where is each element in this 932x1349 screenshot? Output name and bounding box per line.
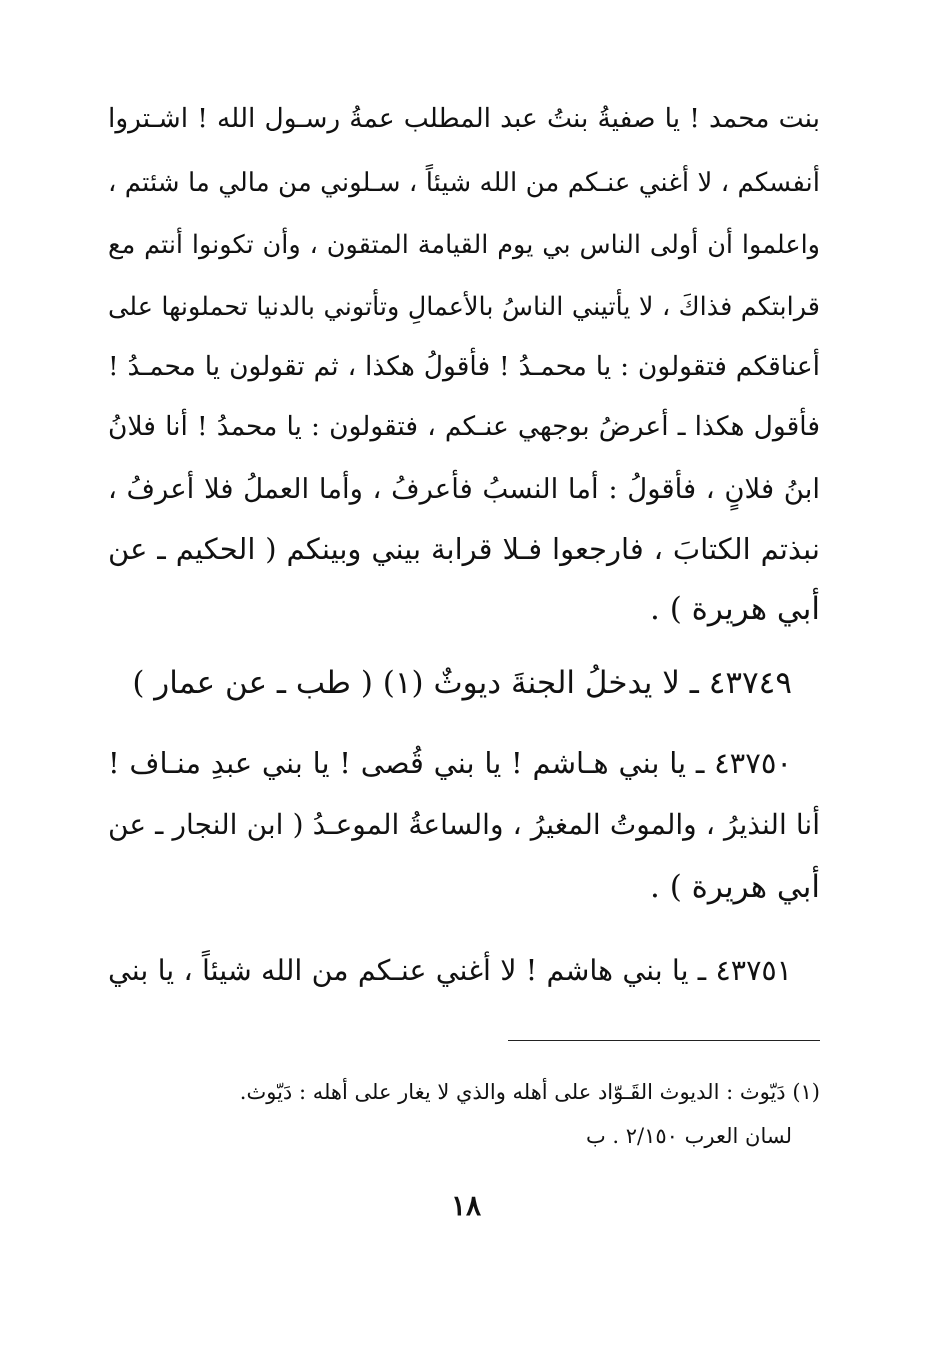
page-number: ١٨: [450, 1189, 482, 1222]
entry-4750-line-2: أنا النذيرُ ، والموتُ المغيرُ ، والساعةُ الموعـدُ ( ابن النجار ـ عن: [108, 808, 820, 841]
text-line-5: أعناقكم فتقولون : يا محمـدُ ! فأقولُ هكذا ، ثم تقولون يا محمـدُ !: [108, 351, 820, 382]
footnote-line-2: لسان العرب ٢/١٥٠ . ب: [585, 1124, 792, 1148]
text-line-9: أبي هريرة ) .: [649, 591, 820, 627]
hadith-entry-4749: ٤٣٧٤٩ ـ لا يدخلُ الجنةَ ديوثٌ (١) ( طب ـ عن عمار ): [132, 665, 792, 701]
text-line-4: قرابتكم فذاكَ ، لا يأتيني الناسُ بالأعمالِ وتأتوني بالدنيا تحملونها على: [108, 292, 820, 322]
text-line-8: نبذتم الكتابَ ، فارجعوا فـلا قرابة بيني وبينكم ( الحكيم ـ عن: [108, 532, 820, 566]
text-line-6: فأقول هكذا ـ أعرضُ بوجهي عنـكم ، فتقولون : يا محمدُ ! أنا فلانُ: [108, 411, 820, 442]
entry-4750-line-1: ٤٣٧٥٠ ـ يا بني هـاشم ! يا بني قُصى ! يا بني عبدِ منـاف !: [108, 746, 792, 780]
hadith-entry-4751: ٤٣٧٥١ ـ يا بني هاشم ! لا أغني عنـكم من الله شيئاً ، يا بني: [108, 954, 792, 987]
text-line-3: واعلموا أن أولى الناس بي يوم القيامة المتقون ، وأن تكونوا أنتم مع: [108, 230, 820, 260]
text-line-1: بنت محمد ! يا صفيةُ بنتُ عبد المطلب عمةُ رسـول الله ! اشـتروا: [108, 103, 820, 134]
entry-4750-line-3: أبي هريرة ) .: [649, 869, 820, 905]
text-line-2: أنفسكم ، لا أغني عنـكم من الله شيئاً ، سـلوني من مالي ما شئتم ،: [108, 168, 820, 198]
footnote-divider: [508, 1040, 820, 1041]
footnote-line-1: (١) دَيّوث : الديوث القَـوّاد على أهله والذي لا يغار على أهله : دَيّوث.: [239, 1080, 820, 1104]
text-line-7: ابنُ فلانٍ ، فأقولُ : أما النسبُ فأعرفُ ، وأما العملُ فلا أعرفُ ،: [108, 473, 820, 505]
